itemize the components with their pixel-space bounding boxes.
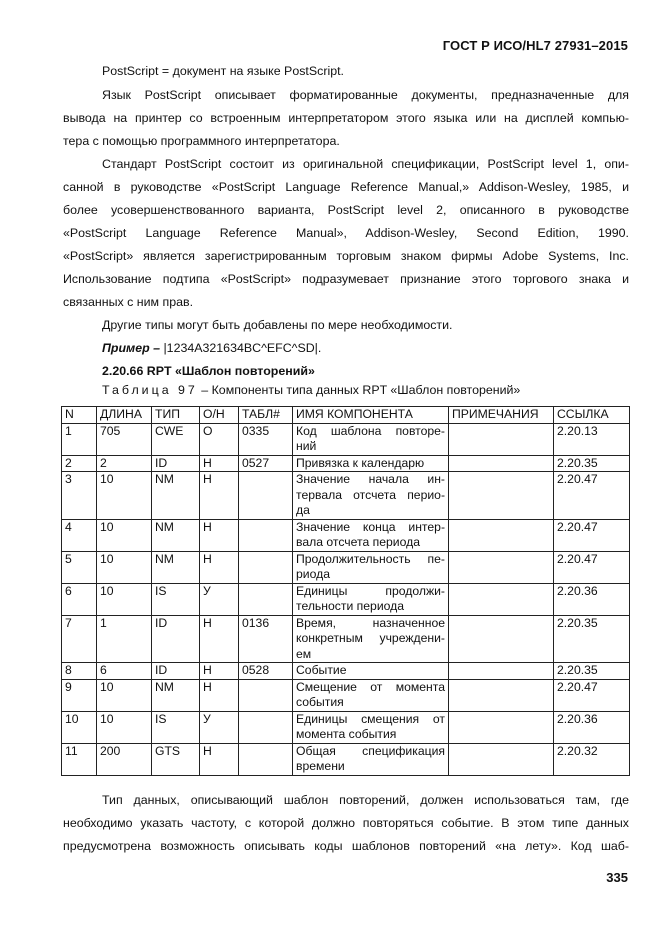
cell-col-component-name [293, 519, 449, 551]
component-name-line: риода [296, 567, 330, 581]
cell-col-opt: О [200, 423, 239, 455]
cell-col-opt: У [200, 711, 239, 743]
cell-col-notes [449, 679, 554, 711]
rpt-components-table [61, 406, 630, 776]
cell-col-n: 10 [62, 711, 97, 743]
table-number: Таблица 97 [102, 383, 198, 397]
cell-col-n: 3 [62, 472, 97, 520]
cell-col-component-name [293, 455, 449, 472]
cell-col-reference: 2.20.36 [554, 583, 630, 615]
cell-col-type: ID [152, 455, 200, 472]
table-row [62, 472, 630, 520]
paragraph-postscript-language [63, 84, 629, 153]
cell-col-reference: 2.20.35 [554, 615, 630, 663]
cell-col-component-name [293, 551, 449, 583]
text-line: Использование подтипа «PostScript» подразумевает признание этого торгового знака и [63, 272, 629, 286]
cell-col-type: ID [152, 615, 200, 663]
cell-col-type: NM [152, 519, 200, 551]
header-col-reference: ССЫЛКА [554, 407, 630, 424]
component-name-line: Время, назначенное [296, 615, 445, 630]
table-row [62, 615, 630, 663]
cell-col-reference: 2.20.47 [554, 679, 630, 711]
cell-col-opt: Н [200, 519, 239, 551]
component-name-line: события [296, 695, 344, 709]
cell-col-n: 11 [62, 743, 97, 775]
header-col-n: N [62, 407, 97, 424]
component-name-line: вала отсчета периода [296, 535, 420, 549]
component-name-line: Значение конца интер- [296, 519, 445, 534]
cell-col-reference: 2.20.47 [554, 519, 630, 551]
cell-col-length: 1 [97, 615, 152, 663]
cell-col-notes [449, 455, 554, 472]
cell-col-notes [449, 551, 554, 583]
cell-col-notes [449, 423, 554, 455]
component-name-line: Привязка к календарю [296, 455, 425, 470]
text-line [102, 337, 661, 360]
table-row [62, 583, 630, 615]
example-text: |1234A321634BC^EFC^SD|. [160, 341, 322, 355]
cell-col-table [239, 743, 293, 775]
cell-col-table: 0335 [239, 423, 293, 455]
table-caption [102, 383, 520, 397]
cell-col-component-name [293, 583, 449, 615]
cell-col-table [239, 551, 293, 583]
component-name-line: тельности периода [296, 599, 405, 613]
component-name-line: конкретным учреждени- [296, 631, 445, 645]
cell-col-table [239, 583, 293, 615]
cell-col-n: 4 [62, 519, 97, 551]
cell-col-length: 10 [97, 583, 152, 615]
table-row [62, 679, 630, 711]
cell-col-n: 6 [62, 583, 97, 615]
cell-col-length: 10 [97, 519, 152, 551]
component-name-line: тервала отсчета перио- [296, 487, 445, 502]
cell-col-reference: 2.20.36 [554, 711, 630, 743]
document-header: ГОСТ Р ИСО/HL7 27931–2015 [442, 38, 628, 53]
component-name-line: Смещение от момента [296, 679, 445, 694]
cell-col-length: 2 [97, 455, 152, 472]
component-name-line: Событие [296, 663, 347, 677]
cell-col-table [239, 679, 293, 711]
cell-col-opt: Н [200, 679, 239, 711]
example-line [63, 337, 661, 360]
cell-col-type: GTS [152, 743, 200, 775]
text-line: необходимо указать частоту, с которой должно повторяться событие. В этом типе данных [63, 816, 629, 830]
cell-col-notes [449, 663, 554, 680]
cell-col-component-name [293, 743, 449, 775]
cell-col-component-name [293, 711, 449, 743]
table-row [62, 519, 630, 551]
text-line: «PostScript» является зарегистрированным торговым знаком фирмы Adobe Systems, Inc. [63, 249, 629, 263]
cell-col-opt: Н [200, 455, 239, 472]
component-name-line: да [296, 503, 310, 517]
cell-col-notes [449, 472, 554, 520]
text-line: Тип данных, описывающий шаблон повторений, должен использоваться там, где [102, 793, 629, 807]
cell-col-length: 10 [97, 679, 152, 711]
text-line: вывода на принтер со встроенным интерпретатором этого языка или на дисплей компью- [63, 111, 629, 125]
cell-col-length: 10 [97, 711, 152, 743]
cell-col-n: 1 [62, 423, 97, 455]
cell-col-type: NM [152, 472, 200, 520]
paragraph-rpt-usage [63, 789, 629, 858]
cell-col-reference: 2.20.35 [554, 455, 630, 472]
cell-col-length: 200 [97, 743, 152, 775]
page-number: 335 [606, 870, 628, 885]
cell-col-opt: Н [200, 472, 239, 520]
paragraph-postscript-standard [63, 153, 629, 314]
text-line: Язык PostScript описывает форматированные документы, предназначенные для [102, 88, 629, 102]
cell-col-table [239, 472, 293, 520]
text-line: предусмотрена возможность описывать коды шаблонов повторений «на лету». Код шаб- [63, 839, 629, 853]
cell-col-n: 5 [62, 551, 97, 583]
cell-col-n: 9 [62, 679, 97, 711]
cell-col-n: 2 [62, 455, 97, 472]
text-line: связанных с ним прав. [63, 295, 194, 309]
cell-col-opt: Н [200, 615, 239, 663]
text-line: Другие типы могут быть добавлены по мере необходимости. [102, 318, 453, 332]
cell-col-table [239, 519, 293, 551]
cell-col-length: 10 [97, 551, 152, 583]
cell-col-reference: 2.20.47 [554, 472, 630, 520]
cell-col-component-name [293, 663, 449, 680]
cell-col-length: 10 [97, 472, 152, 520]
cell-col-type: NM [152, 551, 200, 583]
text-line: «PostScript Language Reference Manual», Addison-Wesley, Second Edition, 1990. [63, 226, 629, 240]
cell-col-table [239, 711, 293, 743]
cell-col-type: NM [152, 679, 200, 711]
section-heading [63, 360, 661, 383]
cell-col-notes [449, 519, 554, 551]
cell-col-type: IS [152, 711, 200, 743]
cell-col-reference: 2.20.32 [554, 743, 630, 775]
component-name-line: времени [296, 759, 345, 773]
text-line: PostScript = документ на языке PostScript. [102, 64, 344, 78]
table-header-row [62, 407, 630, 424]
component-name-line: Единицы продолжи- [296, 583, 445, 598]
section-title: 2.20.66 RPT «Шаблон повторений» [102, 364, 315, 378]
cell-col-reference: 2.20.47 [554, 551, 630, 583]
component-name-line: Значение начала ин- [296, 472, 445, 486]
text-line: тера с помощью программного интерпретатора. [63, 134, 340, 148]
cell-col-table: 0136 [239, 615, 293, 663]
cell-col-opt: Н [200, 743, 239, 775]
paragraph-other-types [63, 314, 661, 337]
table-row [62, 455, 630, 472]
cell-col-table: 0527 [239, 455, 293, 472]
cell-col-opt: У [200, 583, 239, 615]
table-caption-text: – Компоненты типа данных RPT «Шаблон повторений» [197, 383, 521, 397]
cell-col-component-name [293, 423, 449, 455]
table-row [62, 423, 630, 455]
text-line: более усовершенствованного варианта, PostScript level 2, описанного в руководстве [63, 203, 629, 217]
component-name-line: момента события [296, 727, 397, 741]
table-row [62, 663, 630, 680]
component-name-line: Общая спецификация [296, 743, 445, 758]
component-name-line: Единицы смещения от [296, 711, 445, 726]
header-col-table: ТАБЛ# [239, 407, 293, 424]
cell-col-reference: 2.20.35 [554, 663, 630, 680]
header-col-component-name: ИМЯ КОМПОНЕНТА [293, 407, 449, 424]
cell-col-opt: Н [200, 663, 239, 680]
cell-col-notes [449, 711, 554, 743]
cell-col-length: 6 [97, 663, 152, 680]
text-line: Стандарт PostScript состоит из оригинальной спецификации, PostScript level 1, опи- [102, 157, 629, 171]
cell-col-reference: 2.20.13 [554, 423, 630, 455]
cell-col-notes [449, 743, 554, 775]
cell-col-type: IS [152, 583, 200, 615]
cell-col-notes [449, 583, 554, 615]
cell-col-n: 8 [62, 663, 97, 680]
example-label: Пример – [102, 341, 161, 355]
cell-col-type: CWE [152, 423, 200, 455]
cell-col-opt: Н [200, 551, 239, 583]
cell-col-length: 705 [97, 423, 152, 455]
cell-col-component-name [293, 472, 449, 520]
table-row [62, 551, 630, 583]
table-row [62, 743, 630, 775]
cell-col-notes [449, 615, 554, 663]
component-name-line: Код шаблона повторе- [296, 423, 445, 438]
component-name-line: Продолжительность пе- [296, 551, 445, 566]
cell-col-component-name [293, 679, 449, 711]
header-col-opt: О/Н [200, 407, 239, 424]
cell-col-type: ID [152, 663, 200, 680]
header-col-type: ТИП [152, 407, 200, 424]
cell-col-n: 7 [62, 615, 97, 663]
component-name-line: ем [296, 646, 312, 661]
header-col-notes: ПРИМЕЧАНИЯ [449, 407, 554, 424]
component-name-line: ний [296, 439, 317, 453]
cell-col-table: 0528 [239, 663, 293, 680]
table-row [62, 711, 630, 743]
paragraph-postscript-def [63, 60, 661, 83]
cell-col-component-name [293, 615, 449, 663]
header-col-length: ДЛИНА [97, 407, 152, 424]
text-line: санной в руководстве «PostScript Language Reference Manual,» Addison-Wesley, 1985, и [63, 180, 629, 194]
